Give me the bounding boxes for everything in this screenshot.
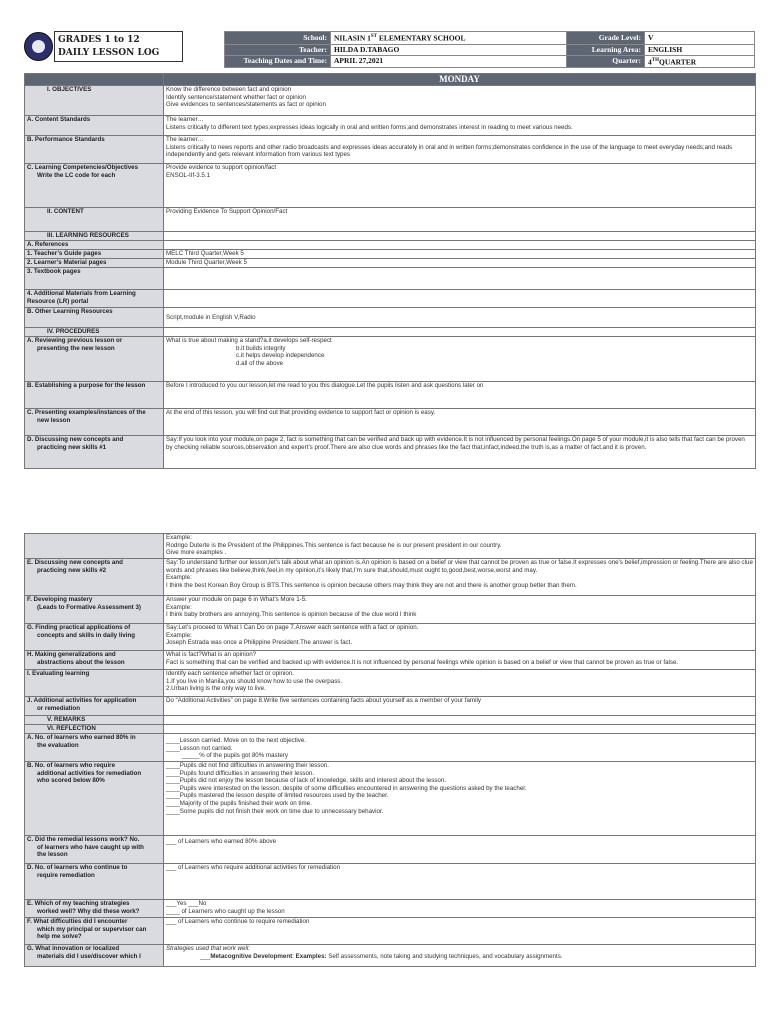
- additional-activities-content: Do “Additional Activities” on page 8.Write five sentences containing facts about yourself as a member of your family: [164, 697, 756, 716]
- title-line-2: DAILY LESSON LOG: [58, 48, 160, 58]
- competencies-content: Provide evidence to support opinion/fact ENSOL-IIf-3.5.1: [164, 164, 756, 208]
- discussing-skills1-content: Say:If you look into your module,on page 2, fact is something that can be verified and back up with evidence.It is not influenced by personal feelings.On page 5 of your module,it is also tells that fact can be proven by checking reliable sources,observation and expert’s proof.There are also clue words and phrases like the fact that,infact,indeed,the truth is,as a matter of fact,and it is proven.: [164, 436, 756, 469]
- reflection-d-content: ___ of Learners who require additional activities for remediation: [164, 864, 756, 900]
- reflection-f-content: ___ of Learners who continue to require remediation: [164, 918, 756, 945]
- day-header: MONDAY: [164, 74, 756, 86]
- discussing-skills2-content: Say:To understand further our lesson,let’s talk about what an opinion is.An opinion is based on a belief or view that cannot be proven as true or false.It expresses one’s belief,impression or feeling.There are also clue words and phrases like believe,think,feel,in my opinion,it’s likely that,I’m sure that,should,must ought to,good,best,worse,worst and may. Example: I think the best Korean Boy Group is BTS.This sentence is opinion because others may think they are not and there is another group better than them.: [164, 559, 756, 596]
- additional-activities-label: J. Additional activities for application or remediation: [25, 697, 164, 716]
- content-standards-content: The learner… Listens critically to different text types;expresses ideas logically in oral and written forms;and demonstrates interest in reading to meet various needs.: [164, 116, 756, 136]
- objectives-content: Know the difference between fact and opinion Identify sentence/statement whether fact or opinion Give evidences to sentences/statements as fact or opinion: [164, 86, 756, 116]
- reviewing-lesson-label: A. Reviewing previous lesson or presenting the new lesson: [25, 337, 164, 382]
- discussing-skills1-label: D. Discussing new concepts and practicing new skills #1: [25, 436, 164, 469]
- teacher-label: Teacher:: [225, 44, 331, 55]
- additional-materials-label: 4. Additional Materials from Learning Resource (LR) portal: [25, 290, 164, 308]
- other-resources-label: B. Other Learning Resources: [25, 308, 164, 328]
- reflection-a-label: A. No. of learners who earned 80% in the evaluation: [25, 734, 164, 762]
- example-blank-label: [25, 534, 164, 559]
- practical-applications-label: G. Finding practical applications of concepts and skills in daily living: [25, 624, 164, 651]
- additional-materials-content: [164, 290, 756, 308]
- procedures-content: [164, 328, 756, 337]
- teacher-value: HILDA D.TABAGO: [331, 44, 567, 55]
- example-content: Example: Rodrigo Duterte is the President of the Philippines.This sentence is fact because he is our present president in our country. Give more examples .: [164, 534, 756, 559]
- teachers-guide-content: MELC Third Quarter,Week 5: [164, 250, 756, 259]
- day-blank-cell: [25, 74, 164, 86]
- practical-applications-content: Say:Let’s proceed to What I Can Do on page 7.Answer each sentence with a fact or opinion. Example: Joseph Estrada was once a Philippine President.The answer is fact.: [164, 624, 756, 651]
- grade-value: V: [645, 32, 755, 45]
- grade-label: Grade Level:: [567, 32, 645, 45]
- reflection-e-content: ___Yes ___No ____ of Learners who caught up the lesson: [164, 900, 756, 918]
- reflection-b-label: B. No. of learners who require additional activities for remediation who scored below 80%: [25, 762, 164, 836]
- title-line-1: GRADES 1 to 12: [58, 35, 140, 45]
- developing-mastery-content: Answer your module on page 6 in What’s More 1-5. Example: I think baby brothers are annoying.This sentence is opinion because of the clue word I think: [164, 596, 756, 624]
- learners-material-label: 2. Learner’s Material pages: [25, 259, 164, 268]
- learning-resources-content: [164, 232, 756, 241]
- competencies-label: C. Learning Competencies/Objectives Write the LC code for each: [25, 164, 164, 208]
- school-info-table: [224, 31, 755, 68]
- learning-resources-label: III. LEARNING RESOURCES: [25, 232, 164, 241]
- area-value: ENGLISH: [645, 44, 755, 55]
- discussing-skills2-label: E. Discussing new concepts and practicing new skills #2: [25, 559, 164, 596]
- reflection-c-content: ___ of Learners who earned 80% above: [164, 836, 756, 864]
- textbook-label: 3. Textbook pages: [25, 268, 164, 290]
- lesson-table-part1: [24, 73, 756, 469]
- evaluating-label: I. Evaluating learning: [25, 670, 164, 697]
- reflection-g-content: Strategies used that work well: ___Metacognitive Development: Examples: Self assessments, note taking and studying techniques, and vocabulary assignments.: [164, 945, 756, 967]
- presenting-examples-label: C. Presenting examples/instances of the new lesson: [25, 409, 164, 436]
- references-content: [164, 241, 756, 250]
- generalizations-content: What is fact?What is an opinion? Fact is something that can be verified and backed up with evidence.It is not influenced by personal feelings while opinion is based on a belief or view that cannot be proven as true or false.: [164, 651, 756, 670]
- dates-label: Teaching Dates and Time:: [225, 55, 331, 68]
- lesson-table-part2: [24, 533, 756, 967]
- area-label: Learning Area:: [567, 44, 645, 55]
- purpose-label: B. Establishing a purpose for the lesson: [25, 382, 164, 409]
- reflection-e-label: E. Which of my teaching strategies worked well? Why did these work?: [25, 900, 164, 918]
- quarter-value: 4THQUARTER: [645, 55, 755, 68]
- school-label: School:: [225, 32, 331, 45]
- developing-mastery-label: F. Developing mastery (Leads to Formative Assessment 3): [25, 596, 164, 624]
- other-resources-content: Script,module in English V,Radio: [164, 308, 756, 328]
- reflection-label: VI. REFLECTION: [25, 725, 164, 734]
- purpose-content: Before I introduced to you our lesson,let me read to you this dialogue.Let the pupils listen and ask questions later on: [164, 382, 756, 409]
- reflection-b-content: ____Pupils did not find difficulties in answering their lesson. ____Pupils found difficulties in answering their lesson. ____Pupils did not enjoy the lesson because of lack of knowledge, skills and interest about the lesson. ____Pupils were interested on the lesson, despite of some difficulties encountered in answering the questions asked by the teacher. ____Pupils mastered the lesson despite of limited resources used by the teacher. ____Majority of the pupils finished their work on time. ____Some pupils did not finish their work on time due to unnecessary behavior.: [164, 762, 756, 836]
- reflection-f-label: F. What difficulties did I encounter which my principal or supervisor can help me solve?: [25, 918, 164, 945]
- quarter-label: Quarter:: [567, 55, 645, 68]
- evaluating-content: Identify each sentence whether fact or opinion. 1.If you live in Manila,you should know how to use the overpass. 2.Urban living is the only way to live.: [164, 670, 756, 697]
- content-value: Providing Evidence To Support Opinion/Fact: [164, 208, 756, 232]
- remarks-label: V. REMARKS: [25, 716, 164, 725]
- reviewing-lesson-content: What is true about making a stand?a.it develops self-respect b.it builds integrity c.it helps develop independence d.all of the above: [164, 337, 756, 382]
- content-label: II. CONTENT: [25, 208, 164, 232]
- teachers-guide-label: 1. Teacher’s Guide pages: [25, 250, 164, 259]
- performance-standards-content: The learner… Listens critically to news reports and other radio broadcasts and expresses ideas accurately in oral and in written forms;demonstrates confidence in the use of the language to meet everyday needs;and reads independently and gets relevant information from various text types: [164, 136, 756, 164]
- lesson-log-header: [24, 31, 754, 64]
- content-standards-label: A. Content Standards: [25, 116, 164, 136]
- title-box: [54, 31, 183, 62]
- school-value: NILASIN 1ST ELEMENTARY SCHOOL: [331, 32, 567, 45]
- generalizations-label: H. Making generalizations and abstractions about the lesson: [25, 651, 164, 670]
- references-label: A. References: [25, 241, 164, 250]
- reflection-a-content: ____Lesson carried. Move on to the next objective. ____Lesson not carried. _____% of the pupils got 80% mastery: [164, 734, 756, 762]
- procedures-label: IV. PROCEDURES: [25, 328, 164, 337]
- remarks-content: [164, 716, 756, 725]
- reflection-g-label: G. What innovation or localized materials did I use/discover which I: [25, 945, 164, 967]
- dates-value: APRIL 27,2021: [331, 55, 567, 68]
- presenting-examples-content: At the end of this lesson, you will find out that providing evidence to support fact or opinion is easy.: [164, 409, 756, 436]
- objectives-label: I. OBJECTIVES: [25, 86, 164, 116]
- performance-standards-label: B. Performance Standards: [25, 136, 164, 164]
- reflection-content: [164, 725, 756, 734]
- reflection-c-label: C. Did the remedial lessons work? No. of learners who have caught up with the lesson: [25, 836, 164, 864]
- learners-material-content: Module Third Quarter,Week 5: [164, 259, 756, 268]
- textbook-content: [164, 268, 756, 290]
- deped-seal-icon: [24, 32, 53, 61]
- reflection-d-label: D. No. of learners who continue to require remediation: [25, 864, 164, 900]
